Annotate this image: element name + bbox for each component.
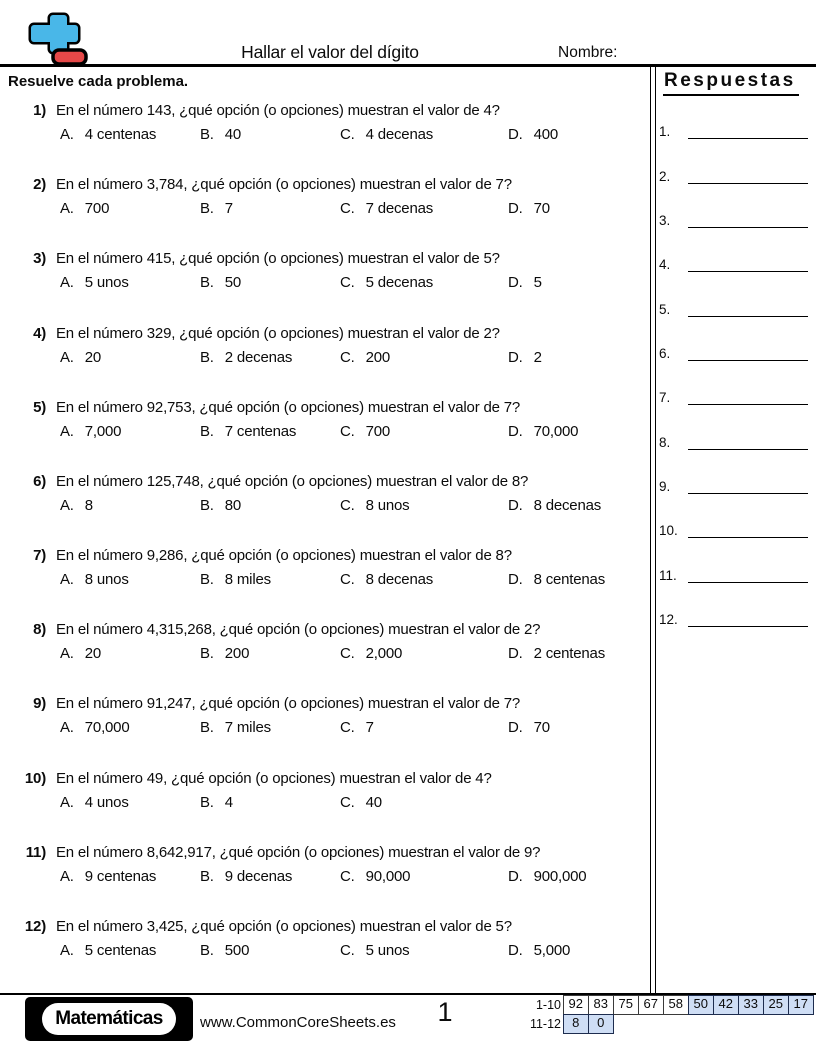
option-letter: C. [340,348,355,366]
option-value: 7 [224,200,233,218]
options-row [0,199,650,218]
answer-line-number: 2. [659,168,671,184]
option-value: 8 [84,496,93,514]
answer-line-number: 8. [659,434,671,450]
question-number: 1) [33,102,46,119]
answer-option [200,941,340,960]
option-value: 700 [365,422,391,440]
answer-line-number: 1. [659,124,671,140]
answer-option [340,199,508,218]
question-number: 4) [33,324,46,342]
option-value: 700 [84,200,110,218]
option-value: 9 centenas [84,867,157,885]
option-letter: D. [508,200,523,218]
answer-option [60,199,200,218]
answer-blank-field[interactable] [688,345,808,361]
score-cell: 92 [563,995,590,1015]
score-cell: 67 [638,995,665,1015]
question-text: En el número 8,642,917, ¿qué opción (o opciones) muestran el valor de 9? [56,843,541,861]
question-number: 2) [33,176,46,194]
answer-option [508,273,650,292]
option-letter: A. [60,348,74,366]
answer-line [659,450,816,494]
answer-line [659,494,816,538]
answer-line [659,184,816,228]
answer-option [60,644,200,663]
answer-option [340,422,508,441]
option-letter: A. [60,941,74,959]
answer-blank-field[interactable] [688,123,808,139]
answer-option [200,867,340,886]
option-value: 20 [84,645,102,663]
score-cell: 83 [588,995,615,1015]
answer-option [200,718,340,737]
options-row [0,496,650,515]
answer-option [340,496,508,515]
answer-line [659,538,816,582]
option-letter: D. [508,422,523,440]
option-letter: C. [340,274,355,292]
answer-option [60,422,200,441]
option-value: 70,000 [84,719,130,737]
option-letter: B. [200,496,214,514]
option-value: 500 [224,941,250,959]
question-number: 11) [25,843,46,861]
answers-column-divider [650,66,656,994]
answer-line-number: 6. [659,345,671,361]
question-block [0,913,650,987]
option-value: 7 centenas [224,422,297,440]
option-letter: B. [200,274,214,292]
option-value: 40 [365,793,382,811]
score-row-label: 1-10 [535,998,561,1012]
option-letter: D. [508,274,523,292]
options-row [0,422,650,441]
option-letter: D. [508,867,523,885]
option-letter: A. [60,126,74,143]
plus-minus-logo-icon [26,12,90,68]
option-value: 70 [533,200,550,218]
question-block [0,97,650,171]
answer-option [200,496,340,515]
option-value: 8 unos [84,571,129,589]
question-block [0,320,650,394]
answer-option [340,348,508,367]
question-block [0,690,650,764]
answer-line [659,405,816,449]
options-row [0,125,650,144]
name-label: Nombre: [558,44,618,61]
option-value: 2 [533,348,542,366]
question-number: 7) [33,547,46,565]
option-letter: D. [508,571,523,589]
option-value: 7 [365,719,374,737]
questions [0,97,650,987]
answer-option [508,644,650,663]
option-value: 50 [224,274,242,292]
page-title: Hallar el valor del dígito [241,42,419,62]
answer-option [200,273,340,292]
answer-option [508,422,650,441]
question-text: En el número 91,247, ¿qué opción (o opciones) muestran el valor de 7? [56,695,520,713]
question-number: 3) [33,250,46,268]
answer-line-number: 4. [659,257,671,273]
question-text: En el número 4,315,268, ¿qué opción (o opciones) muestran el valor de 2? [56,621,541,639]
brand-label: Matemáticas [42,1003,175,1035]
question-text: En el número 49, ¿qué opción (o opciones) muestran el valor de 4? [56,769,492,787]
question-block [0,394,650,468]
answer-blank-field[interactable] [688,434,808,450]
option-letter: D. [508,719,523,737]
question-text: En el número 415, ¿qué opción (o opciones) muestran el valor de 5? [56,250,500,268]
answer-option [60,941,200,960]
option-letter: A. [60,274,74,292]
options-row [0,644,650,663]
options-row [0,867,650,886]
option-letter: C. [340,793,355,811]
answer-option [508,570,650,589]
answer-blank-field[interactable] [688,478,808,494]
option-letter: D. [508,496,523,514]
answer-line-number: 10. [659,523,678,539]
answer-option [508,199,650,218]
option-letter: D. [508,348,523,366]
question-text: En el número 3,425, ¿qué opción (o opciones) muestran el valor de 5? [56,917,512,935]
answer-blank-field[interactable] [688,256,808,272]
answer-blank-field[interactable] [688,567,808,583]
option-letter: B. [200,571,214,589]
answer-option [200,199,340,218]
answer-option [200,422,340,441]
answer-option [200,348,340,367]
options-row [0,793,650,812]
answer-blank-field[interactable] [688,611,808,627]
option-value: 70,000 [533,422,579,440]
options-row [0,718,650,737]
answer-option [200,570,340,589]
option-letter: C. [340,422,355,440]
score-row [524,1014,814,1034]
option-value: 5 [533,274,542,292]
question-text: En el número 125,748, ¿qué opción (o opciones) muestran el valor de 8? [56,472,529,490]
instructions-text: Resuelve cada problema. [8,73,189,90]
answer-option [340,125,508,144]
answer-line-number: 9. [659,478,671,494]
option-letter: C. [340,200,355,218]
answer-option [340,644,508,663]
option-letter: D. [508,126,523,143]
option-letter: A. [60,867,74,885]
option-letter: A. [60,793,74,811]
option-value: 90,000 [365,867,411,885]
option-letter: A. [60,571,74,589]
option-value: 70 [533,719,550,737]
question-block [0,245,650,319]
page-number: 1 [437,997,453,1027]
question-text: En el número 3,784, ¿qué opción (o opciones) muestran el valor de 7? [56,176,512,194]
score-row-label: 11-12 [529,1016,561,1031]
answer-blank-field[interactable] [688,522,808,538]
question-number: 6) [33,472,46,490]
option-letter: C. [340,645,355,663]
score-cell: 75 [613,995,640,1015]
question-block [0,765,650,839]
answer-line [659,361,816,405]
option-value: 5 unos [365,941,410,959]
score-table [524,995,814,1034]
answer-line-number: 12. [659,611,678,627]
answer-option [508,125,650,144]
answer-option [200,644,340,663]
option-value: 200 [365,348,391,366]
option-value: 2,000 [365,645,403,663]
score-cell: 25 [763,995,790,1015]
option-letter: C. [340,496,355,514]
option-value: 900,000 [533,867,587,885]
options-row [0,348,650,367]
option-value: 8 centenas [533,571,605,589]
answer-line [659,317,816,361]
question-text: En el número 9,286, ¿qué opción (o opciones) muestran el valor de 8? [56,547,512,565]
answers-title: Respuestas [663,70,799,96]
answer-line [659,272,816,316]
option-letter: B. [200,422,214,440]
answer-option [60,793,200,812]
answer-line-number: 7. [659,390,671,406]
option-value: 9 decenas [224,867,293,885]
option-letter: C. [340,941,355,959]
answer-line [659,95,816,139]
answer-option [60,348,200,367]
score-row [524,995,814,1015]
question-text: En el número 92,753, ¿qué opción (o opciones) muestran el valor de 7? [56,398,520,416]
option-value: 20 [84,348,102,366]
options-row [0,941,650,960]
option-letter: B. [200,941,214,959]
answer-blank-field[interactable] [688,212,808,228]
question-block [0,616,650,690]
option-letter: A. [60,200,74,218]
answer-lines [659,95,816,627]
option-value: 7 decenas [365,200,434,218]
question-number: 9) [33,695,46,713]
option-letter: C. [340,571,355,589]
option-letter: B. [200,348,214,366]
answer-option [508,867,650,886]
answer-option [340,867,508,886]
score-cell: 58 [663,995,690,1015]
option-value: 4 centenas [84,126,157,143]
score-cell: 50 [688,995,715,1015]
option-letter: D. [508,645,523,663]
option-letter: C. [340,719,355,737]
option-letter: A. [60,496,74,514]
answer-line [659,228,816,272]
score-cell: 42 [713,995,740,1015]
option-value: 5 unos [84,274,129,292]
option-letter: B. [200,645,214,663]
option-value: 5 decenas [365,274,434,292]
header-divider [0,64,816,67]
website-url: www.CommonCoreSheets.es [200,1014,396,1031]
answer-option [508,941,650,960]
answer-option [60,718,200,737]
options-row [0,570,650,589]
question-block [0,542,650,616]
answer-option [60,273,200,292]
answer-option [60,496,200,515]
option-letter: A. [60,422,74,440]
answer-option [340,793,508,812]
option-letter: B. [200,793,214,811]
option-letter: D. [508,941,523,959]
answer-option [508,496,650,515]
answer-blank-field[interactable] [688,168,808,184]
option-value: 7 miles [224,719,271,737]
answer-option [340,570,508,589]
option-value: 8 miles [224,571,271,589]
question-block [0,839,650,913]
option-letter: B. [200,719,214,737]
option-value: 200 [224,645,250,663]
question-number: 12) [24,917,46,935]
answer-blank-field[interactable] [688,301,808,317]
brand-badge [25,997,193,1041]
answer-blank-field[interactable] [688,389,808,405]
question-block [0,171,650,245]
option-value: 40 [224,126,242,143]
answer-option [340,941,508,960]
option-value: 5,000 [533,941,571,959]
score-cell: 33 [738,995,765,1015]
answer-line [659,139,816,183]
question-number: 5) [33,398,46,416]
answer-line-number: 3. [659,212,671,228]
score-cell: 0 [588,1014,615,1034]
answer-option [60,570,200,589]
option-value: 4 decenas [365,126,434,143]
option-value: 8 unos [365,496,410,514]
option-value: 400 [533,126,559,143]
answer-option [60,867,200,886]
answer-line-number: 11. [659,567,677,583]
option-letter: B. [200,126,214,143]
answer-option [508,348,650,367]
question-text: En el número 143, ¿qué opción (o opciones) muestran el valor de 4? [56,102,500,119]
option-letter: A. [60,645,74,663]
option-letter: C. [340,126,355,143]
answer-option [200,793,340,812]
option-letter: B. [200,200,214,218]
answer-option [340,718,508,737]
option-value: 4 [224,793,233,811]
option-value: 8 decenas [365,571,434,589]
option-letter: B. [200,867,214,885]
option-value: 7,000 [84,422,122,440]
question-block [0,468,650,542]
option-value: 4 unos [84,793,129,811]
answer-line [659,583,816,627]
question-text: En el número 329, ¿qué opción (o opciones) muestran el valor de 2? [56,324,500,342]
answers-panel [655,70,816,627]
answer-option [200,125,340,144]
option-value: 2 centenas [533,645,605,663]
question-number: 10) [24,769,46,787]
answer-option [60,125,200,144]
option-value: 2 decenas [224,348,293,366]
options-row [0,273,650,292]
score-cell: 17 [788,995,815,1015]
answer-option [508,718,650,737]
option-value: 8 decenas [533,496,602,514]
option-letter: A. [60,719,74,737]
score-cell: 8 [563,1014,590,1034]
answer-option [340,273,508,292]
question-number: 8) [33,621,46,639]
option-value: 5 centenas [84,941,157,959]
answer-line-number: 5. [659,301,671,317]
option-letter: C. [340,867,355,885]
option-value: 80 [224,496,242,514]
